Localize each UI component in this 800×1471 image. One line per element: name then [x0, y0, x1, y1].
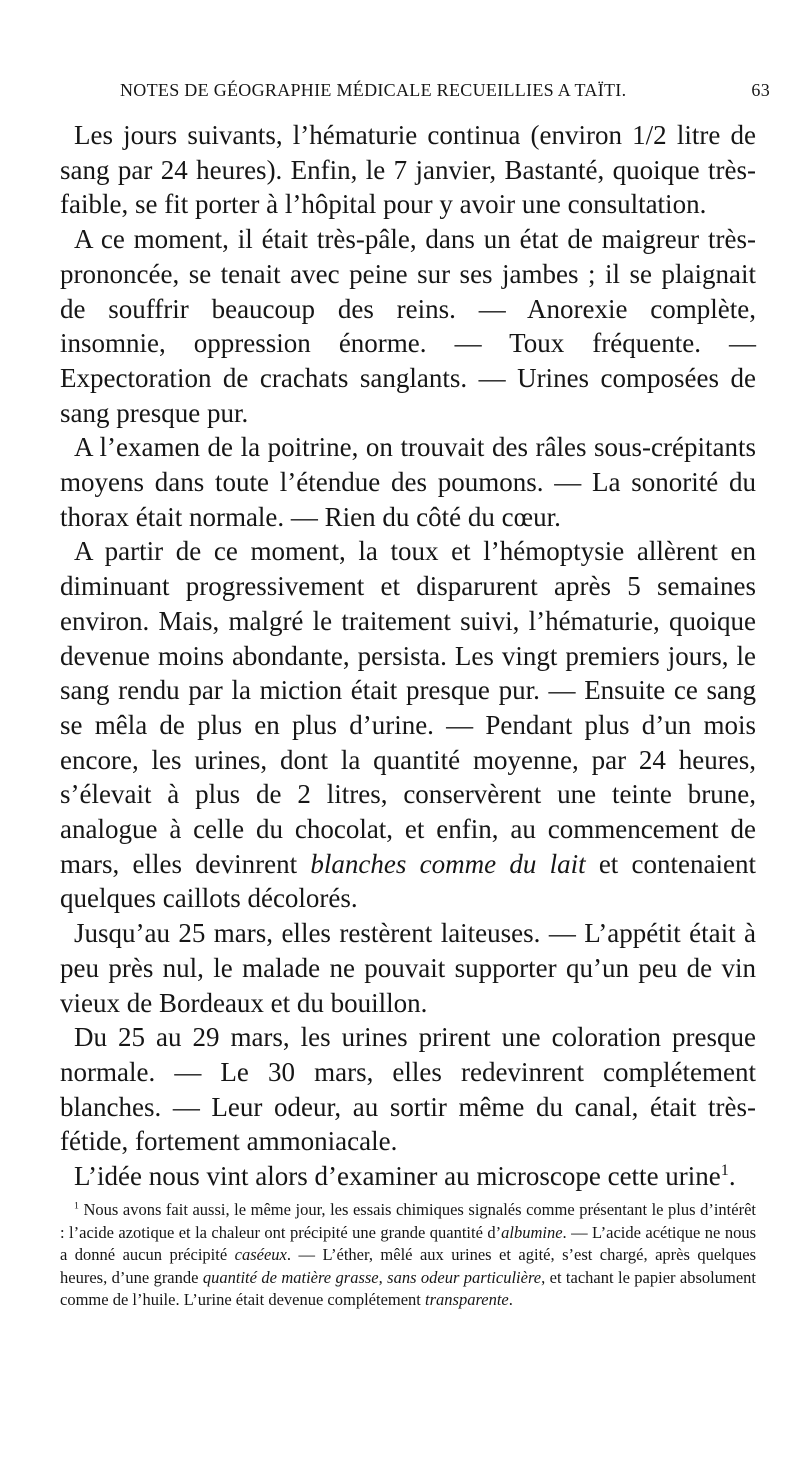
footnote-text: , et tachant le papier absolument comme de l’huile. L’urine était devenue complétement	[60, 1267, 756, 1309]
paragraph-text: L’idée nous vint alors d’examiner au microscope cette urine	[74, 1161, 721, 1192]
footnote-text: . — L’acide acétique ne nous a donné aucun précipité	[60, 1222, 756, 1264]
running-title: NOTES DE GÉOGRAPHIE MÉDICALE RECUEILLIES A TAÏTI.	[120, 80, 627, 100]
footnote-text: Nous avons fait aussi, le même jour, les essais chimiques signalés comme présentant le plus d’intérêt : l’acide azotique et la chaleur ont précipité une grande quantité d’	[60, 1200, 756, 1242]
emphasis-text: quantité de matière grasse, sans odeur particulière	[202, 1267, 542, 1287]
paragraph-text: A partir de ce moment, la toux et l’hémoptysie allèrent en diminuant progressivement et disparurent après 5 semaines environ. Mais, malgré le traitement suivi, l’hématurie, quoique devenue moins abondante, persista. Les vingt premiers jours, le sang rendu par la miction était presque pur. — Ensuite ce sang se mêla de plus en plus d’urine. — Pendant plus d’un mois encore, les urines, dont la quantité moyenne, par 24 heures, s’élevait à plus de 2 litres, conservèrent une teinte brune, analogue à celle du chocolat, et enfin, au commencement de mars, elles devinrent	[60, 536, 756, 879]
footnote-reference[interactable]: 1	[720, 1161, 729, 1180]
footnote-marker: 1	[74, 1200, 79, 1212]
footnote-block	[60, 1199, 756, 1312]
paragraph: Les jours suivants, l’hématurie continua (environ 1/2 litre de sang par 24 heures). Enfin, le 7 janvier, Bastanté, quoique très-faible, se fit porter à l’hôpital pour y avoir une consultation.	[60, 120, 756, 220]
paragraph: Du 25 au 29 mars, les urines prirent une coloration presque normale. — Le 30 mars, elles redevinrent complétement blanches. — Leur odeur, au sortir même du canal, était très-fétide, fortement ammoniacale.	[60, 1022, 756, 1157]
emphasis-text: caséeux	[234, 1245, 287, 1264]
footnote-text: . — L’éther, mêlé aux urines et agité, s’est chargé, après quelques heures, d’une grande	[60, 1245, 757, 1287]
page-number: 63	[751, 80, 770, 100]
running-header	[72, 80, 770, 101]
paragraph: A l’examen de la poitrine, on trouvait des râles sous-crépitants moyens dans toute l’étendue des poumons. — La sonorité du thorax était normale. — Rien du côté du cœur.	[60, 432, 756, 532]
paragraph-text: .	[728, 1161, 736, 1192]
footnote	[60, 1199, 756, 1312]
emphasis-text: transparente	[425, 1290, 509, 1309]
paragraph: A ce moment, il était très-pâle, dans un état de maigreur très-prononcée, se tenait avec peine sur ses jambes ; il se plaignait de souffrir beaucoup des reins. — Anorexie complète, insomnie, oppression énorme. — Toux fréquente. — Expectoration de crachats sanglants. — Urines composées de sang presque pur.	[60, 224, 756, 428]
body-text	[60, 118, 756, 1194]
emphasis-text: blanches comme du lait	[310, 848, 586, 879]
paragraph-text: et contenaient quelques caillots décolorés.	[60, 848, 756, 914]
paragraph: Jusqu’au 25 mars, elles restèrent laiteuses. — L’appétit était à peu près nul, le malade ne pouvait supporter qu’un peu de vin vieux de Bordeaux et du bouillon.	[60, 918, 756, 1018]
paragraph	[60, 1159, 756, 1194]
paragraph	[60, 534, 756, 916]
footnote-text: .	[508, 1290, 513, 1309]
emphasis-text: albumine	[501, 1222, 563, 1242]
